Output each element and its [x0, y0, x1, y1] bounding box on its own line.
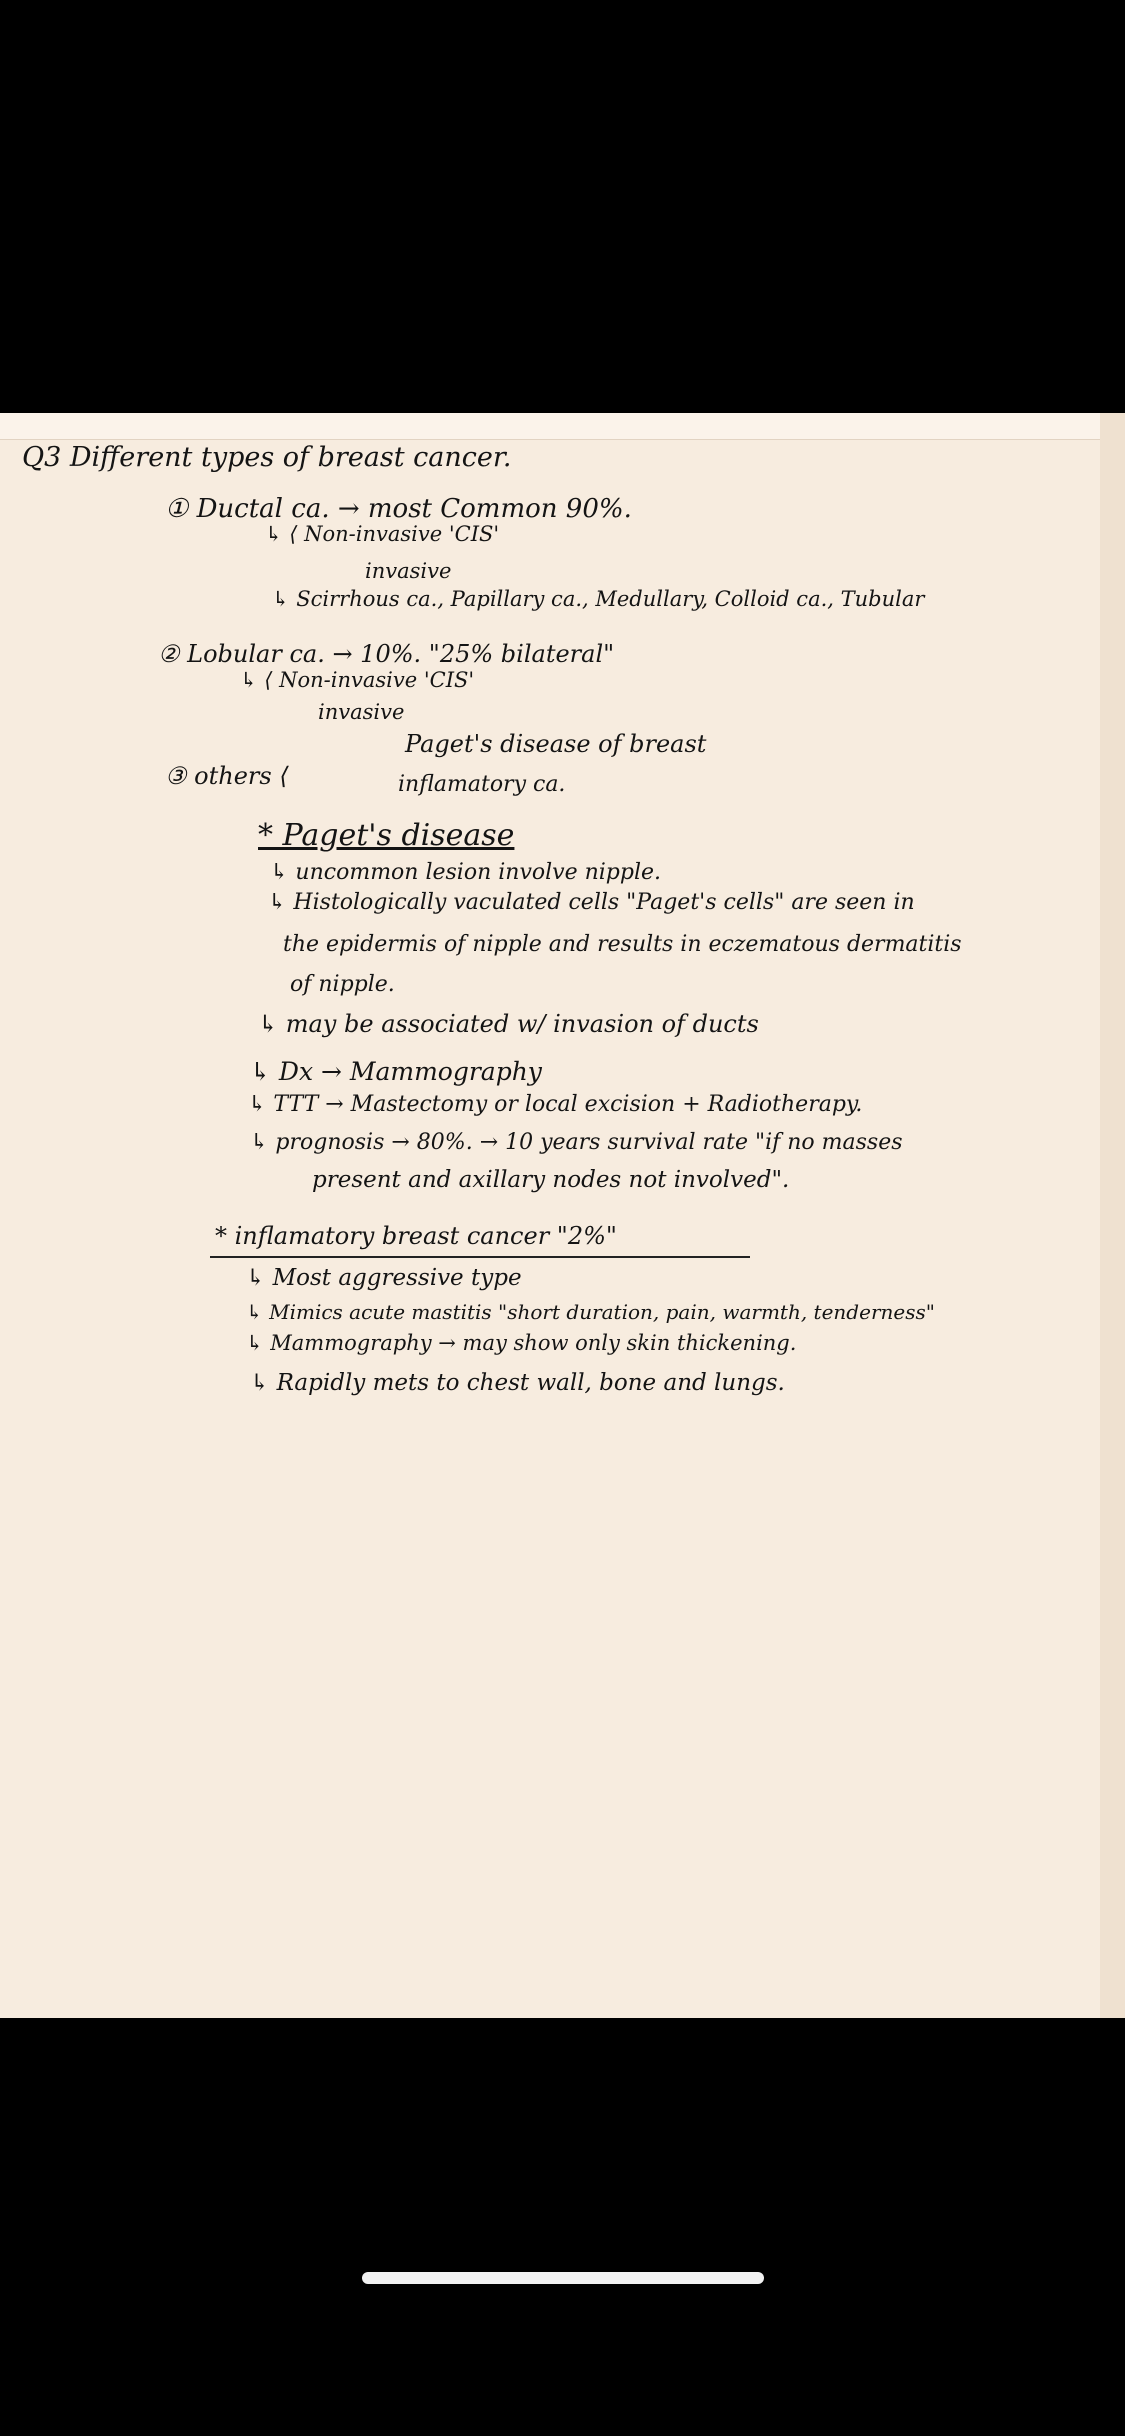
inflammatory-mimics: ↳ Mimics acute mastitis "short duration, pain, warmth, tenderness"	[246, 1300, 935, 1324]
others-line: ③ others ⟨	[165, 762, 289, 790]
lobular-noninvasive: ↳ ⟨ Non-invasive 'CIS'	[240, 668, 475, 692]
ductal-line: ① Ductal ca. → most Common 90%.	[165, 494, 632, 524]
pagets-associated: ↳ may be associated w/ invasion of ducts	[258, 1010, 759, 1038]
pagets-prognosis-2: present and axillary nodes not involved".	[312, 1167, 790, 1193]
ductal-invasive: invasive	[365, 559, 452, 583]
page-title: Q3 Different types of breast cancer.	[22, 442, 512, 473]
home-indicator[interactable]	[362, 2272, 764, 2284]
others-inflammatory: inflamatory ca.	[398, 772, 566, 797]
pagets-histology-3: of nipple.	[290, 972, 395, 997]
others-pagets: Paget's disease of breast	[405, 730, 707, 758]
lobular-line: ② Lobular ca. → 10%. "25% bilateral"	[158, 640, 615, 668]
pagets-ttt: ↳ TTT → Mastectomy or local excision + Radiotherapy.	[248, 1092, 863, 1117]
page-right-edge	[1100, 413, 1125, 2018]
pagets-heading: * Paget's disease	[258, 818, 515, 853]
pagets-histology-1: ↳ Histologically vaculated cells "Paget's cells" are seen in	[268, 890, 915, 915]
page-top-edge	[0, 413, 1100, 440]
inflammatory-aggressive: ↳ Most aggressive type	[246, 1265, 522, 1291]
inflammatory-heading: * inflamatory breast cancer "2%"	[215, 1222, 617, 1250]
pagets-uncommon: ↳ uncommon lesion involve nipple.	[270, 860, 662, 885]
pagets-histology-2: the epidermis of nipple and results in eczematous dermatitis	[283, 932, 962, 957]
pagets-prognosis-1: ↳ prognosis → 80%. → 10 years survival rate "if no masses	[250, 1130, 903, 1155]
inflammatory-mammography: ↳ Mammography → may show only skin thickening.	[246, 1331, 797, 1355]
ductal-subtypes: ↳ Scirrhous ca., Papillary ca., Medullary, Colloid ca., Tubular	[272, 587, 925, 611]
lobular-invasive: invasive	[318, 700, 405, 724]
ductal-noninvasive: ↳ ⟨ Non-invasive 'CIS'	[265, 522, 500, 546]
heading-underline	[210, 1256, 750, 1258]
inflammatory-mets: ↳ Rapidly mets to chest wall, bone and lungs.	[250, 1370, 785, 1396]
pagets-dx: ↳ Dx → Mammography	[250, 1057, 542, 1086]
